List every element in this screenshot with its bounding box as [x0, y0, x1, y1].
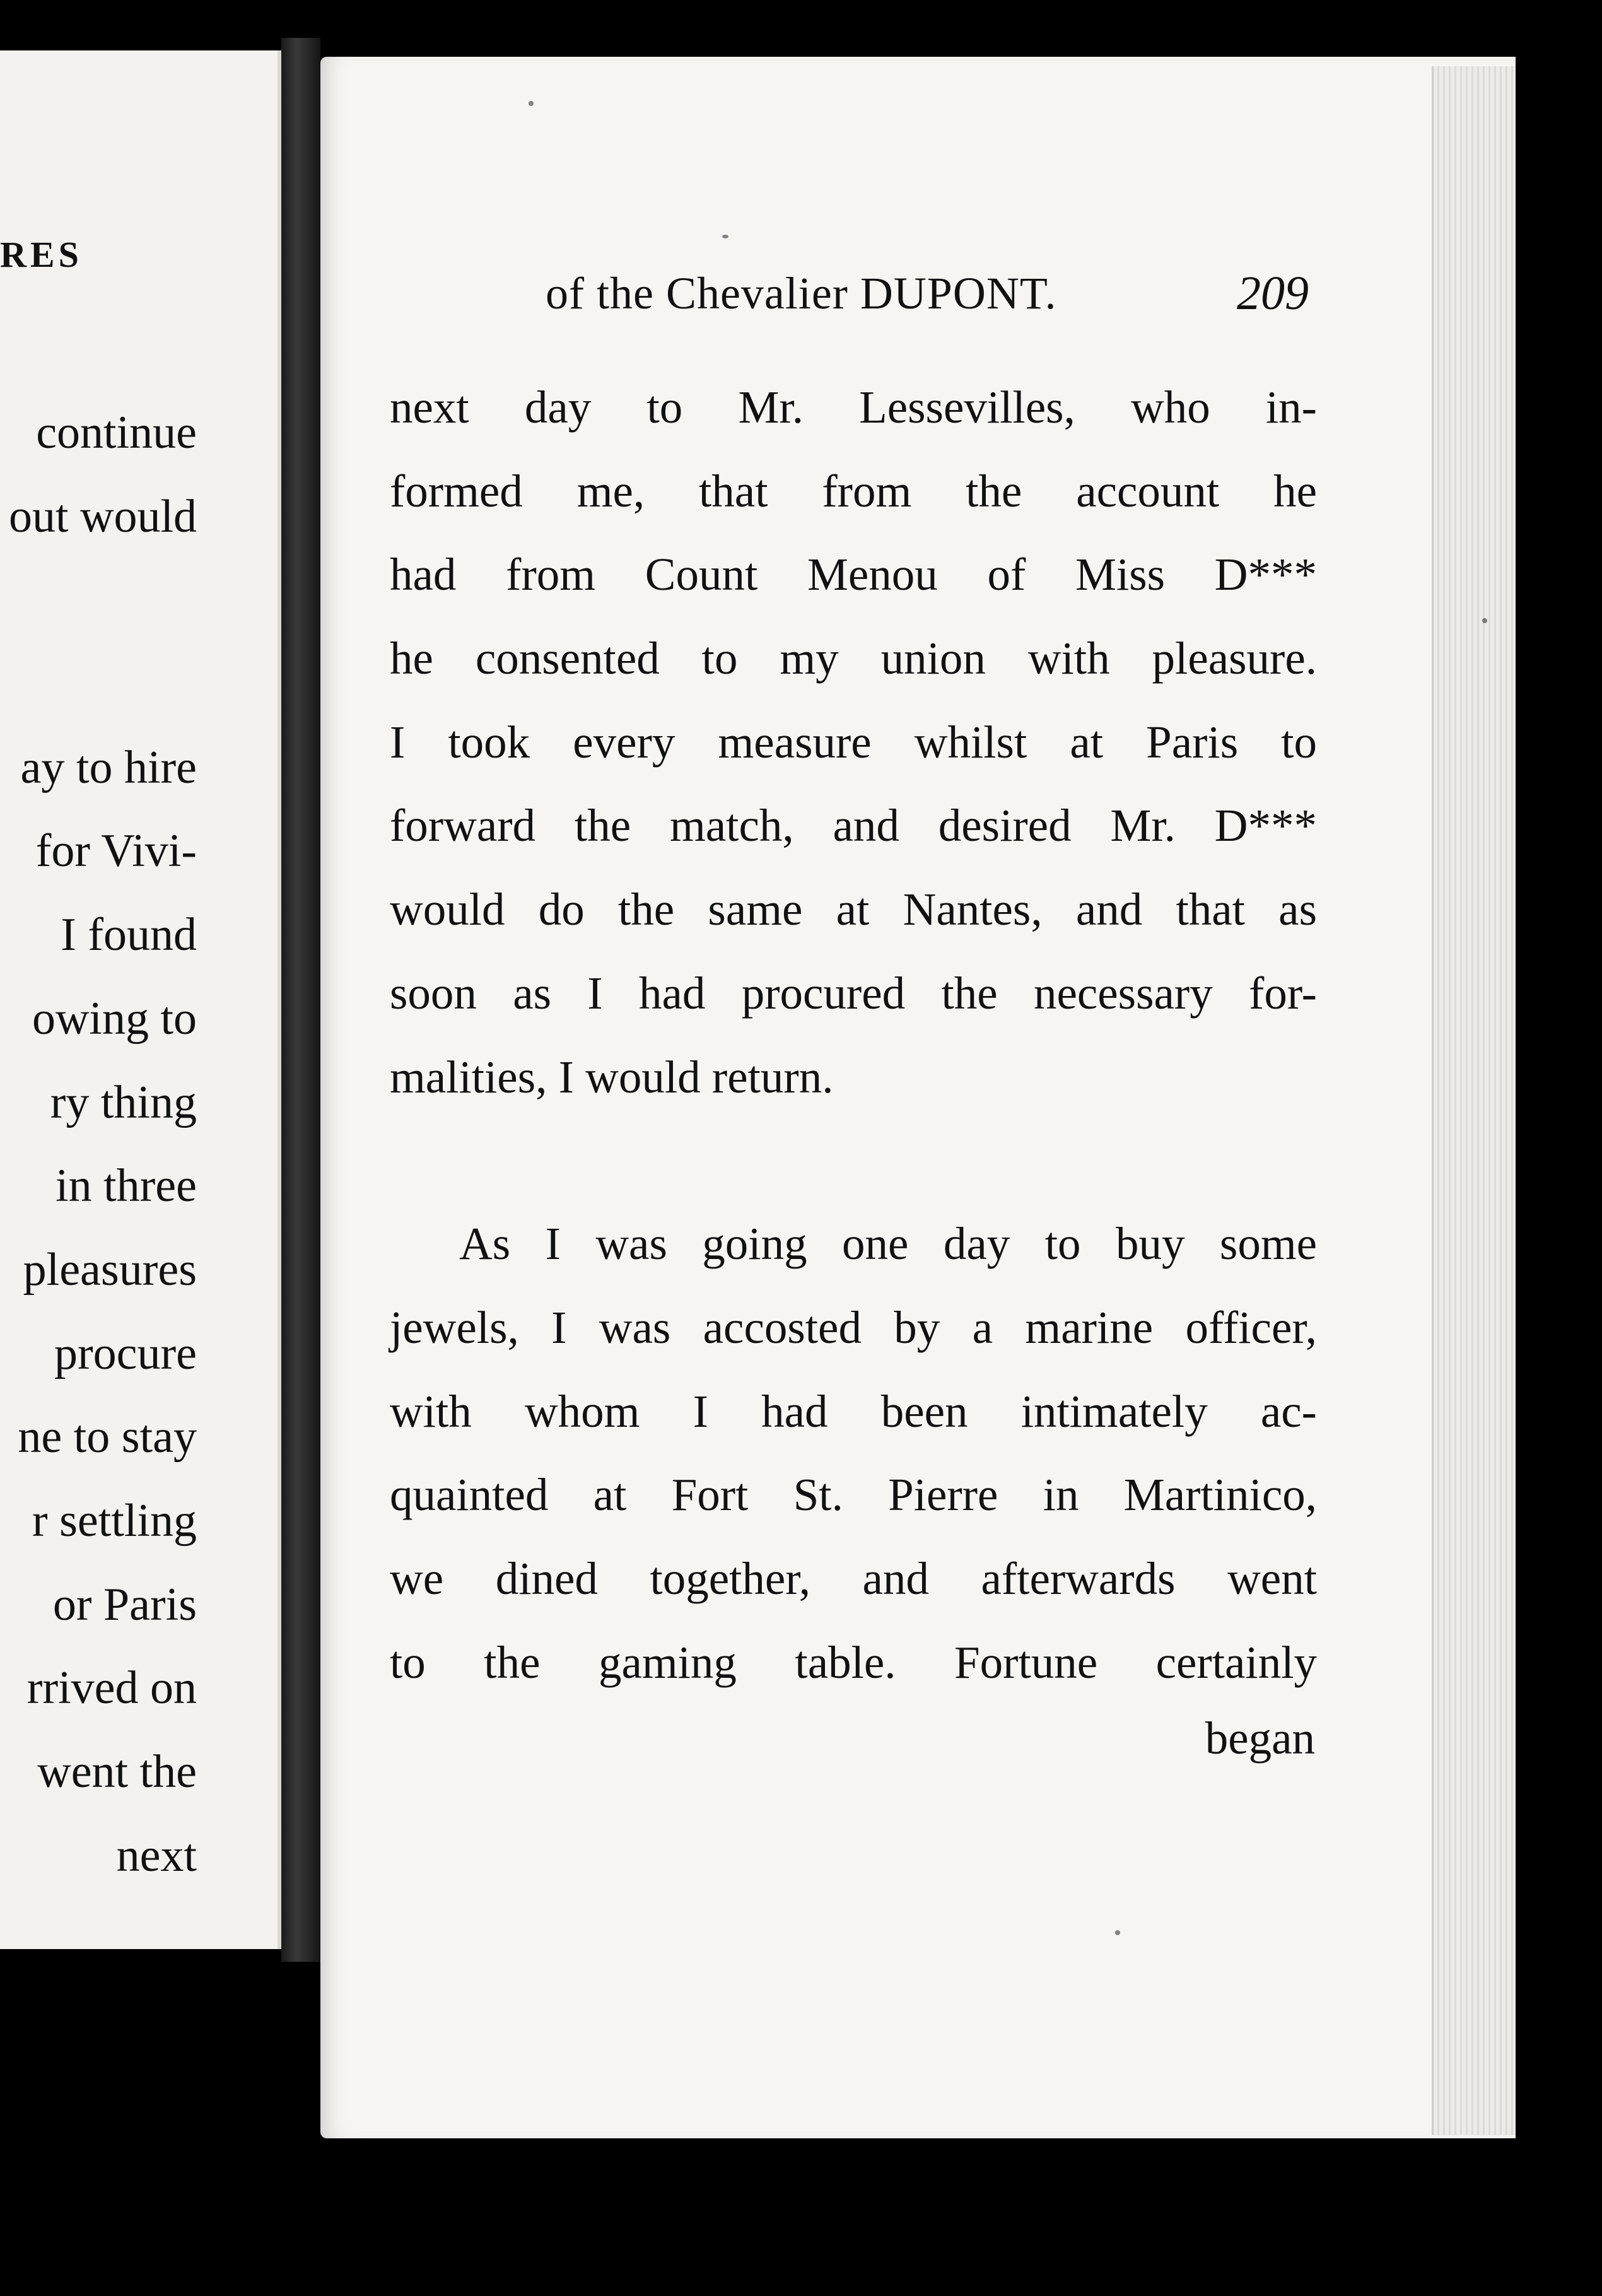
left-line: ay to hire	[20, 741, 197, 794]
text-line: would do the same at Nantes, and that as	[390, 884, 1317, 935]
text-line: had from Count Menou of Miss D***	[390, 549, 1317, 600]
left-line: ne to stay	[18, 1411, 197, 1463]
left-line: next	[116, 1829, 197, 1882]
book-gutter	[281, 38, 320, 1962]
text-line: quainted at Fort St. Pierre in Martinico,	[390, 1469, 1317, 1521]
left-line	[0, 642, 197, 726]
running-head	[546, 259, 1309, 328]
text-line: soon as I had procured the necessary for-	[390, 967, 1317, 1019]
ink-speck	[1482, 618, 1487, 623]
text-line: we dined together, and afterwards went	[390, 1552, 1317, 1604]
left-line: continue	[36, 407, 197, 459]
running-title: of the Chevalier DUPONT.	[546, 268, 1057, 319]
catchword: began	[1205, 1713, 1315, 1764]
page-body	[390, 366, 1317, 1704]
left-running-head: RES	[0, 234, 83, 275]
left-line: out would	[8, 490, 197, 542]
text-line: I took every measure whilst at Paris to	[390, 716, 1317, 768]
left-line: in three	[56, 1160, 197, 1212]
text-line: As I was going one day to buy some	[459, 1218, 1317, 1270]
text-line: jewels, I was accosted by a marine officer,	[390, 1301, 1317, 1353]
paragraph-2	[390, 1202, 1317, 1704]
left-line: went the	[37, 1746, 197, 1798]
left-page-lines	[0, 391, 197, 1897]
previous-page-fragment	[0, 50, 281, 1949]
page-fore-edge	[1432, 66, 1516, 2135]
paragraph-1	[390, 366, 1317, 1119]
ink-speck	[722, 235, 728, 238]
left-line: ry thing	[50, 1076, 197, 1128]
left-line: pleasures	[23, 1243, 197, 1296]
left-line: rrived on	[26, 1662, 197, 1714]
ink-speck	[1115, 1930, 1120, 1935]
text-line: he consented to my union with pleasure.	[390, 633, 1317, 684]
text-line: next day to Mr. Lessevilles, who in-	[390, 382, 1317, 433]
left-line: owing to	[32, 992, 197, 1045]
text-line: to the gaming table. Fortune certainly	[390, 1636, 1317, 1688]
left-line: procure	[54, 1327, 197, 1379]
left-line: r settling	[32, 1494, 197, 1547]
text-line: forward the match, and desired Mr. D***	[390, 800, 1317, 852]
left-line	[0, 558, 197, 642]
paragraph-spacer	[390, 1119, 1317, 1202]
text-line: malities, I would return.	[390, 1051, 834, 1103]
page-number: 209	[1237, 267, 1309, 320]
left-line: or Paris	[52, 1578, 197, 1631]
left-line: for Vivi-	[35, 825, 197, 877]
text-line: with whom I had been intimately ac-	[390, 1385, 1317, 1437]
left-line: I found	[61, 909, 197, 961]
text-line: formed me, that from the account he	[390, 465, 1317, 517]
ink-speck	[529, 101, 534, 106]
